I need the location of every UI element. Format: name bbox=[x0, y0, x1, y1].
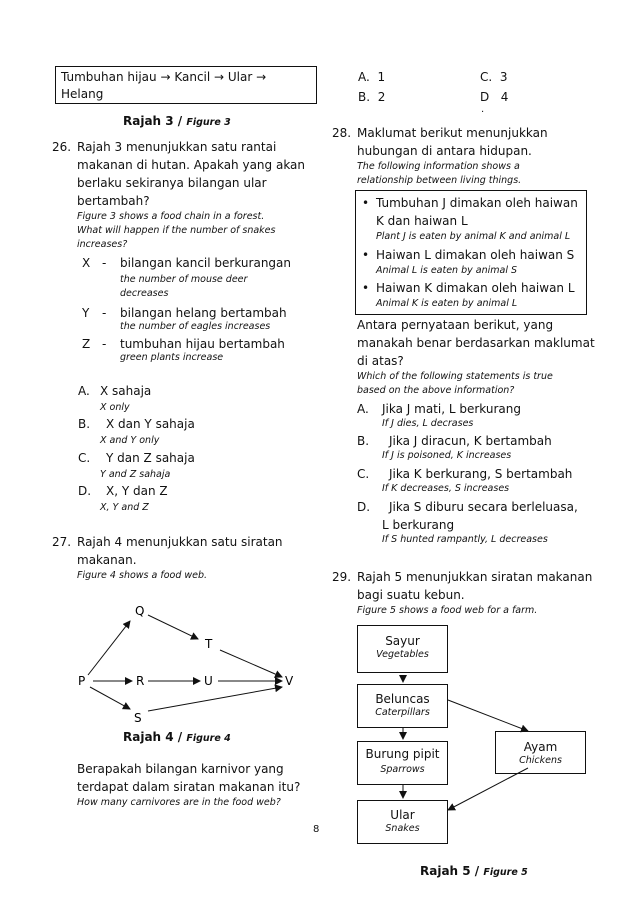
option-letter: C. bbox=[78, 451, 91, 465]
node-p: P bbox=[78, 674, 86, 688]
stem-line: makanan di hutan. Apakah yang akan bbox=[77, 158, 306, 172]
arrow-ayam-ular bbox=[448, 768, 528, 810]
node-s: S bbox=[134, 711, 142, 725]
stem-english: What will happen if the number of snakes bbox=[77, 225, 276, 236]
box-english: Chickens bbox=[519, 755, 562, 766]
statement-letter: Z bbox=[82, 337, 91, 351]
food-chain-box bbox=[55, 66, 317, 104]
arrow-s-v bbox=[148, 687, 282, 711]
box-label: Sayur bbox=[385, 634, 420, 648]
option-text: Jika S diburu secara berleluasa, bbox=[389, 500, 578, 514]
box-label: Burung pipit bbox=[365, 747, 440, 761]
box-english: Snakes bbox=[385, 823, 420, 834]
option-letter: C. bbox=[357, 467, 370, 481]
option-letter: D. bbox=[357, 500, 371, 514]
bullet-dot-icon: • bbox=[362, 281, 370, 295]
page-number: 8 bbox=[313, 824, 320, 835]
question-26-stem bbox=[77, 138, 327, 252]
option-english: If K decreases, S increases bbox=[382, 483, 510, 494]
bullet-english: Animal L is eaten by animal S bbox=[376, 265, 518, 276]
statement-text: tumbuhan hijau bertambah bbox=[120, 337, 285, 351]
statement-letter: X bbox=[82, 256, 91, 270]
figure-4-caption: Rajah 4 / Figure 4 bbox=[123, 730, 231, 744]
prompt-line: Antara pernyataan berikut, yang bbox=[357, 318, 554, 332]
prompt-line: terdapat dalam siratan makanan itu? bbox=[77, 780, 301, 794]
arrow-p-q bbox=[88, 621, 130, 675]
option-letter: A. bbox=[357, 402, 369, 416]
statement-english: the number of eagles increases bbox=[120, 321, 271, 332]
node-r: R bbox=[136, 674, 145, 688]
statement-english: decreases bbox=[120, 288, 169, 299]
stem-line: makanan. bbox=[77, 553, 137, 567]
question-number: 29. bbox=[332, 570, 352, 584]
q27-options bbox=[358, 68, 558, 108]
option-c[interactable] bbox=[78, 449, 278, 485]
option-text: Jika J diracun, K bertambah bbox=[389, 434, 552, 448]
arrow-p-s bbox=[90, 687, 130, 709]
box-english: Sparrows bbox=[380, 764, 425, 775]
node-t: T bbox=[205, 637, 213, 651]
prompt-english: Which of the following statements is true bbox=[357, 371, 553, 382]
box-ayam bbox=[495, 731, 586, 774]
option-text: X, Y dan Z bbox=[106, 484, 168, 498]
bullet-text: Haiwan K dimakan oleh haiwan L bbox=[376, 281, 575, 295]
option-text: X dan Y sahaja bbox=[106, 417, 195, 431]
stem-line: hubungan di antara hidupan. bbox=[357, 144, 532, 158]
stem-line: Rajah 3 menunjukkan satu rantai bbox=[77, 140, 277, 154]
box-beluncas bbox=[357, 684, 448, 728]
option-b[interactable] bbox=[78, 415, 278, 451]
stem-line: Rajah 4 menunjukkan satu siratan bbox=[77, 535, 283, 549]
q28-option-b[interactable] bbox=[357, 432, 617, 462]
figure-4-food-web bbox=[60, 595, 310, 725]
option-c[interactable]: C. 3 bbox=[480, 70, 508, 84]
option-d[interactable]: D 4 bbox=[480, 90, 509, 104]
stem-english: increases? bbox=[77, 239, 128, 250]
figure-3-caption: Rajah 3 / Figure 3 bbox=[123, 114, 231, 128]
box-label: Beluncas bbox=[375, 692, 430, 706]
option-letter: B. bbox=[78, 417, 91, 431]
option-letter: A. bbox=[78, 384, 90, 398]
bullet-dot-icon: • bbox=[362, 248, 370, 262]
node-q: Q bbox=[135, 604, 145, 618]
prompt-english: How many carnivores are in the food web? bbox=[77, 797, 281, 808]
option-english: Y and Z sahaja bbox=[100, 469, 171, 480]
stray-dot: . bbox=[481, 104, 485, 115]
statement-dash: - bbox=[102, 306, 107, 320]
bullet-dot-icon: • bbox=[362, 196, 370, 210]
stem-line: bagi suatu kebun. bbox=[357, 588, 465, 602]
option-english: X, Y and Z bbox=[100, 502, 149, 513]
option-text: Jika J mati, L berkurang bbox=[382, 402, 521, 416]
q28-option-d[interactable] bbox=[357, 498, 622, 546]
option-text: X sahaja bbox=[100, 384, 152, 398]
question-28-prompt bbox=[357, 316, 627, 398]
prompt-line: di atas? bbox=[357, 354, 404, 368]
food-chain-line2: Helang bbox=[61, 87, 104, 101]
statement-letter: Y bbox=[82, 306, 90, 320]
option-b[interactable]: B. 2 bbox=[358, 90, 386, 104]
option-english: X only bbox=[100, 402, 130, 413]
question-27-prompt bbox=[77, 760, 327, 810]
statement-english: green plants increase bbox=[120, 352, 224, 363]
q28-option-c[interactable] bbox=[357, 465, 617, 495]
statement-text: bilangan helang bertambah bbox=[120, 306, 287, 320]
statement-text: bilangan kancil berkurangan bbox=[120, 256, 291, 270]
bullet-english: Plant J is eaten by animal K and animal L bbox=[376, 231, 571, 242]
box-label: Ayam bbox=[523, 740, 558, 754]
node-v: V bbox=[285, 674, 294, 688]
stem-english: Figure 3 shows a food chain in a forest. bbox=[77, 211, 265, 222]
box-ular bbox=[357, 800, 448, 844]
option-letter: B. bbox=[357, 434, 370, 448]
question-number: 26. bbox=[52, 140, 72, 154]
bullet-english: Animal K is eaten by animal L bbox=[376, 298, 518, 309]
option-letter: D. bbox=[78, 484, 92, 498]
stem-english: The following information shows a bbox=[357, 161, 520, 172]
q28-option-a[interactable] bbox=[357, 400, 617, 430]
option-d[interactable] bbox=[78, 482, 278, 518]
question-number: 28. bbox=[332, 126, 352, 140]
stem-line: Maklumat berikut menunjukkan bbox=[357, 126, 548, 140]
statement-dash: - bbox=[102, 256, 107, 270]
option-text: Jika K berkurang, S bertambah bbox=[389, 467, 573, 481]
stem-line: berlaku sekiranya bilangan ular bbox=[77, 176, 267, 190]
node-u: U bbox=[204, 674, 213, 688]
arrow-q-t bbox=[148, 615, 198, 639]
question-number: 27. bbox=[52, 535, 72, 549]
box-burung-pipit bbox=[357, 741, 448, 785]
food-chain-line1: Tumbuhan hijau → Kancil → Ular → bbox=[61, 70, 267, 84]
arrow-t-v bbox=[220, 650, 282, 677]
stem-english: Figure 4 shows a food web. bbox=[77, 570, 208, 581]
stem-english: Figure 5 shows a food web for a farm. bbox=[357, 605, 538, 616]
option-english: If S hunted rampantly, L decreases bbox=[382, 534, 548, 545]
bullet-text: Tumbuhan J dimakan oleh haiwan bbox=[376, 196, 578, 210]
option-english: If J dies, L decrases bbox=[382, 418, 474, 429]
option-a[interactable] bbox=[78, 382, 278, 418]
box-english: Vegetables bbox=[376, 649, 429, 660]
bullet-text: K dan haiwan L bbox=[376, 214, 468, 228]
box-english: Caterpillars bbox=[375, 707, 430, 718]
option-english: If J is poisoned, K increases bbox=[382, 450, 512, 461]
prompt-line: manakah benar berdasarkan maklumat bbox=[357, 336, 595, 350]
option-a[interactable]: A. 1 bbox=[358, 70, 386, 84]
box-sayur bbox=[357, 625, 448, 673]
statement-dash: - bbox=[102, 337, 107, 351]
arrow-beluncas-ayam bbox=[448, 700, 528, 731]
bullet-text: Haiwan L dimakan oleh haiwan S bbox=[376, 248, 575, 262]
option-english: X and Y only bbox=[100, 435, 160, 446]
statement-english: the number of mouse deer bbox=[120, 274, 248, 285]
option-text: Y dan Z sahaja bbox=[106, 451, 195, 465]
figure-5-caption: Rajah 5 / Figure 5 bbox=[420, 864, 528, 878]
q28-info-box bbox=[355, 190, 587, 315]
stem-line: bertambah? bbox=[77, 194, 150, 208]
prompt-english: based on the above information? bbox=[357, 385, 515, 396]
stem-line: Rajah 5 menunjukkan siratan makanan bbox=[357, 570, 593, 584]
option-text: L berkurang bbox=[382, 518, 455, 532]
stem-english: relationship between living things. bbox=[357, 175, 522, 186]
prompt-line: Berapakah bilangan karnivor yang bbox=[77, 762, 284, 776]
box-label: Ular bbox=[390, 808, 415, 822]
